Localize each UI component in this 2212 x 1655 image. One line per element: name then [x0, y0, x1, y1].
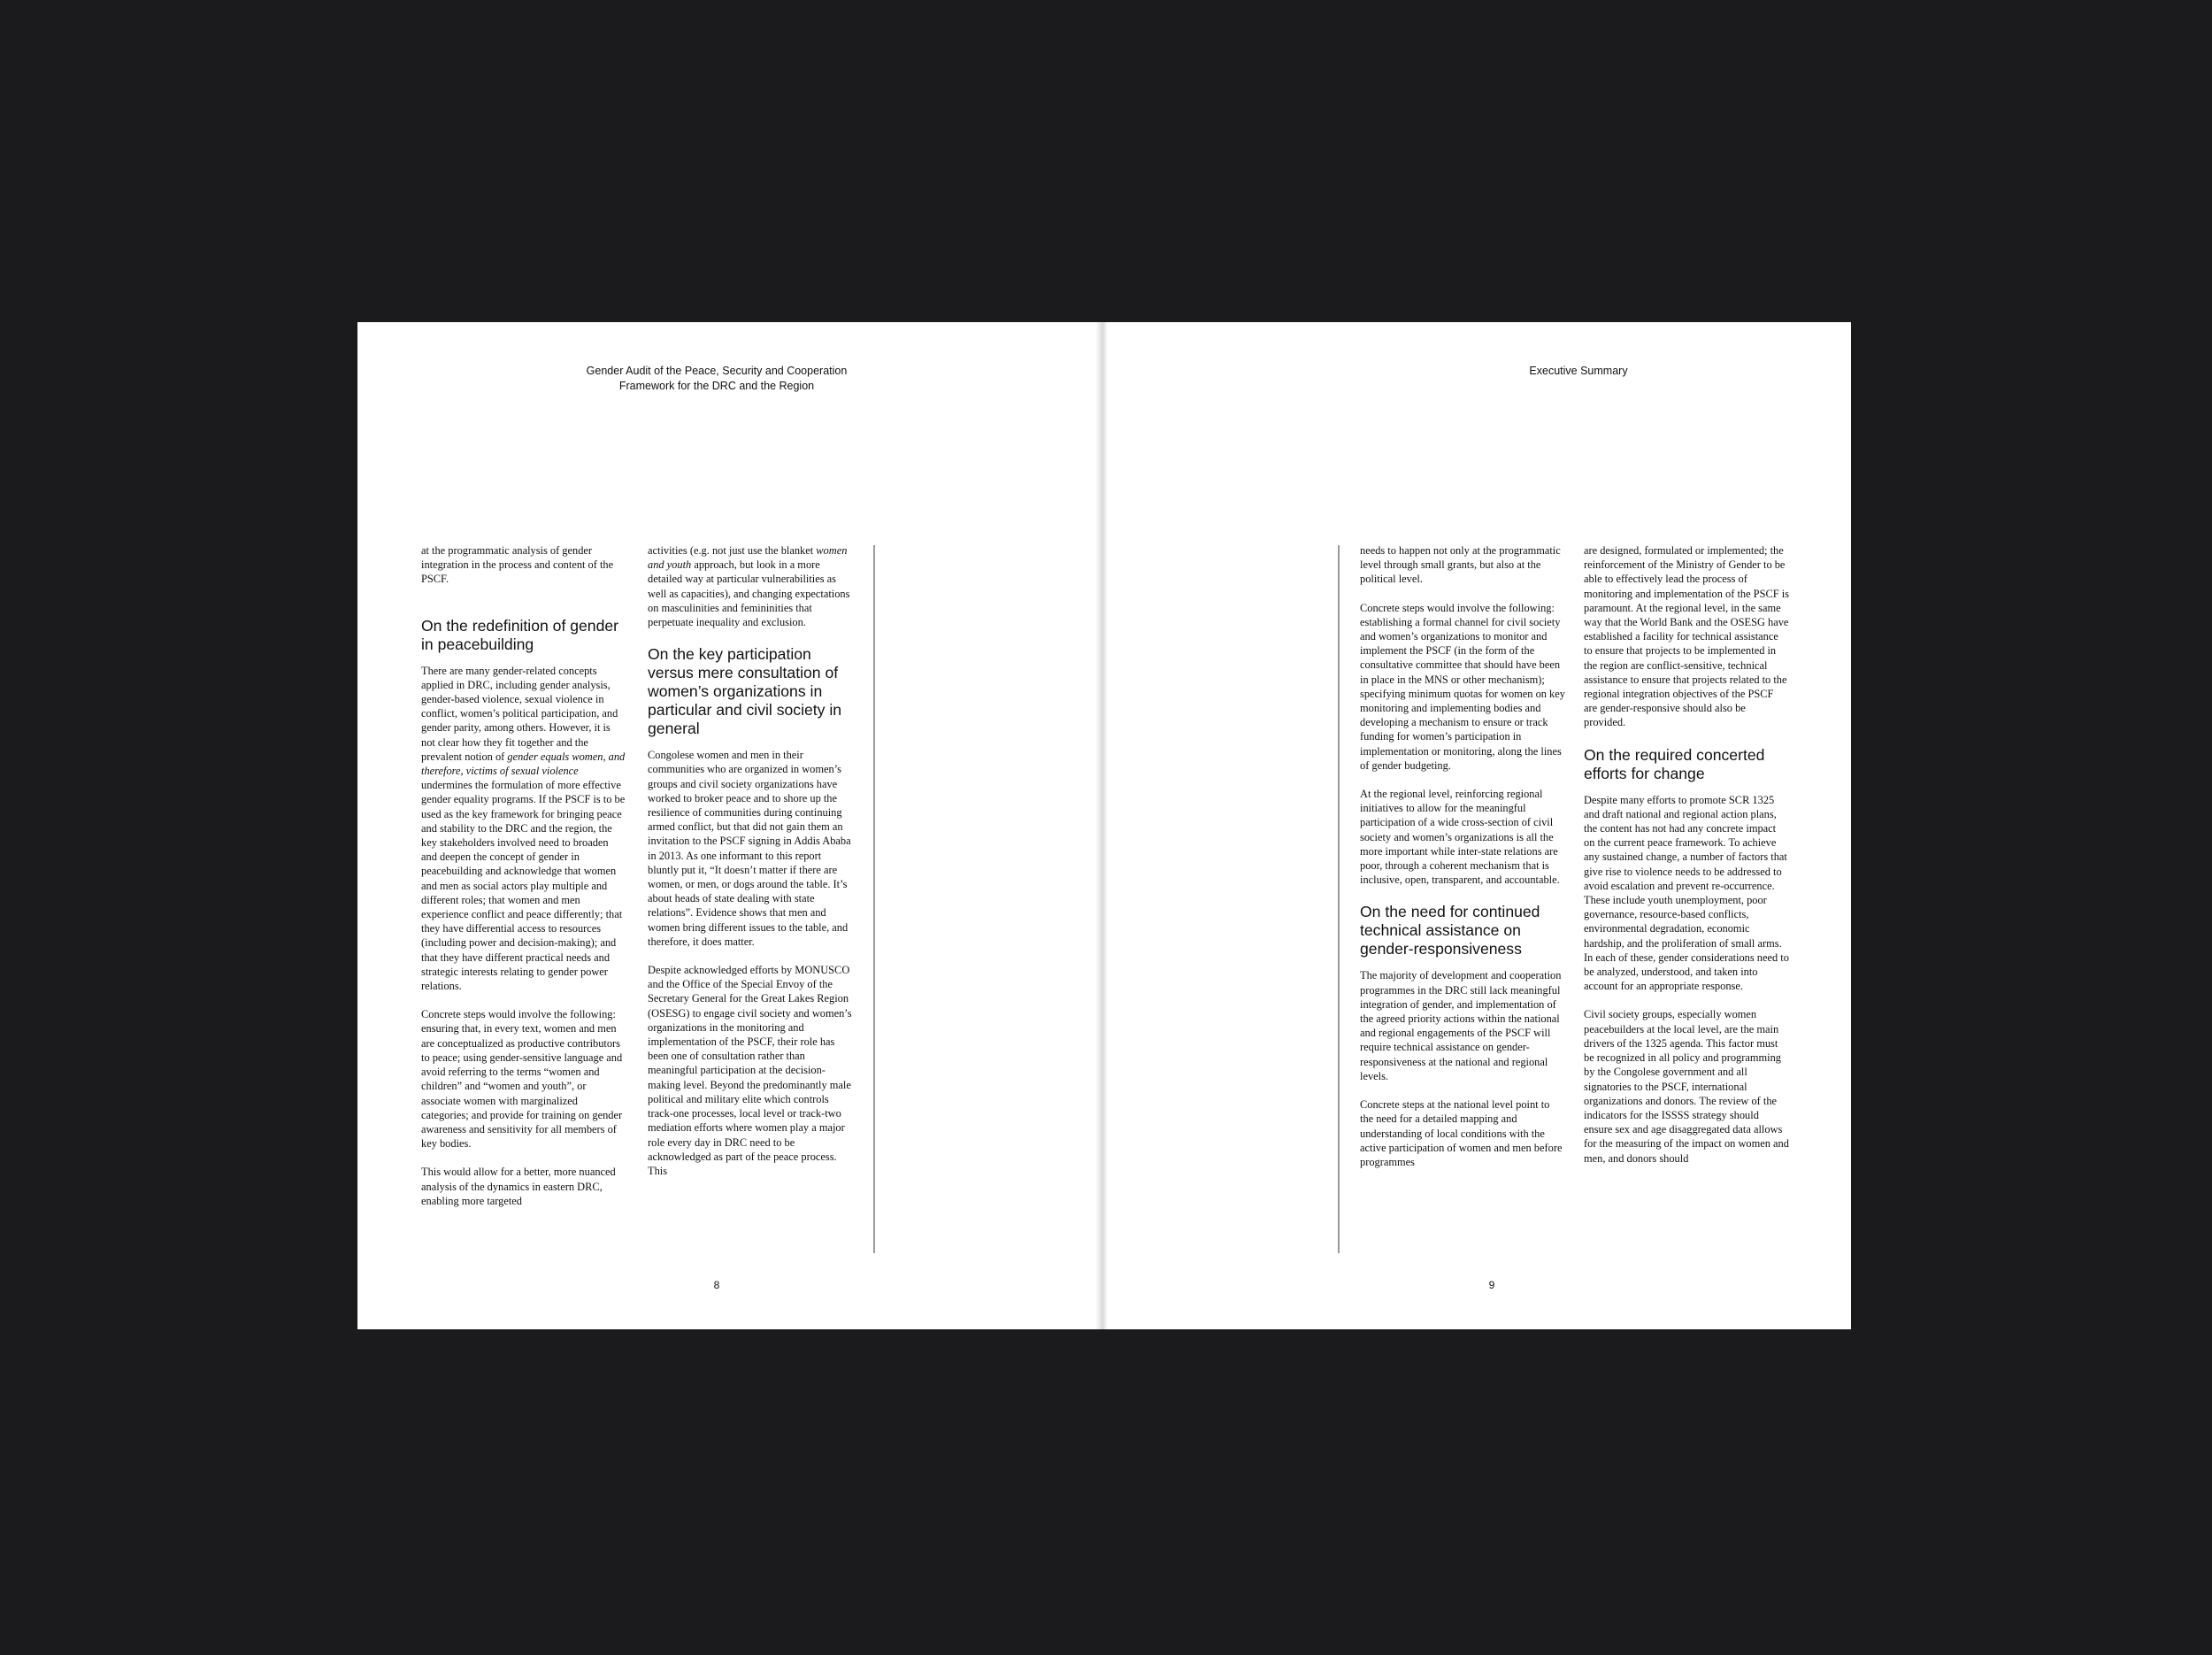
right-page-column-1 — [1360, 543, 1565, 1251]
running-head-left — [504, 364, 929, 394]
running-head-line-2: Framework for the DRC and the Region — [618, 380, 815, 392]
text-run: activities (e.g. not just use the blanket — [648, 544, 817, 557]
running-head-right: Executive Summary — [1529, 365, 1628, 377]
paragraph: are designed, formulated or implemented; the reinforcement of the Ministry of Gender to be able to effectively lead the process of monitoring and implementation of the PSCF is paramount. At the regional level, in the same way that the World Bank and the OSESG have established a facility for technical assistance to ensure that projects to be implemented in the region are conflict-sensitive, technical assistance to ensure that projects related to the regional integration objectives of the PSCF are gender-responsive should also be provided. — [1584, 544, 1789, 729]
paragraph: Concrete steps would involve the following: ensuring that, in every text, women and men are conceptualized as productive contributors to peace; using gender-sensitive language and avoid referring to the terms “women and children” and “women and youth”, or associate women with marginalized categories; and provide for training on gender awareness and sensitivity for all members of key bodies. — [421, 1008, 623, 1151]
paragraph: Despite many efforts to promote SCR 1325 and draft national and regional action plans, the content has not had any concrete impact on the current peace framework. To achieve any sustained change, a number of factors that give rise to violence needs to be addressed to avoid escalation and prevent re-occurrence. These include youth unemployment, poor governance, resource-based conflicts, environmental degradation, economic hardship, and the proliferation of small arms. In each of these, gender considerations need to be analyzed, understood, and taken into account for an appropriate response. — [1584, 793, 1789, 993]
section-heading-key-participation: On the key participation versus mere consultation of women’s organizations in particular and civil society in general — [648, 645, 842, 738]
paragraph — [648, 543, 853, 629]
text-run: approach, but look in a more detailed way at particular vulnerabilities as well as capacities), and changing expectations on masculinities and femininities that perpetuate inequality and exclusion. — [648, 558, 850, 629]
right-page — [1101, 322, 1851, 1329]
running-head-line-1: Gender Audit of the Peace, Security and Cooperation — [586, 365, 848, 377]
left-page-column-2 — [648, 543, 853, 1251]
italic-text: gender equals women, and therefore, victims of sexual violence — [421, 750, 626, 778]
left-page-column-1 — [421, 543, 626, 1251]
left-page — [357, 322, 1101, 1329]
paragraph: needs to happen not only at the programmatic level through small grants, but also at the political level. — [1360, 544, 1561, 586]
paragraph: Civil society groups, especially women peacebuilders at the local level, are the main drivers of the 1325 agenda. This factor must be recognized in all policy and programming by the Congolese government and all signatories to the PSCF, international organizations and donors. The review of the indicators for the ISSSS strategy should ensure sex and age disaggregated data allows for the measuring of the impact on women and men, and donors should — [1584, 1008, 1789, 1165]
paragraph: Congolese women and men in their communities who are organized in women’s groups and civil society organizations have worked to broker peace and to shore up the resilience of communities during continuing armed conflict, but that did not gain them an invitation to the PSCF signing in Addis Ababa in 2013. As one informant to this report bluntly put it, “It doesn’t matter if there are women, or men, or dogs around the table. It’s about heads of state dealing with state relations”. Evidence shows that men and women bring different issues to the table, and therefore, it does matter. — [648, 749, 851, 948]
text-run: There are many gender-related concepts applied in DRC, including gender analysis, gender-based violence, sexual violence in conflict, women’s political participation, and gender parity, among others. However, it is not clear how they fit together and the prevalent notion of — [421, 664, 618, 763]
paragraph: Despite acknowledged efforts by MONUSCO and the Office of the Special Envoy of the Secretary General for the Great Lakes Region (OSESG) to engage civil society and women’s organizations in the monitoring and implementation of the PSCF, their role has been one of consultation rather than meaningful participation at the decision-making level. Beyond the predominantly male political and military elite which controls track-one processes, local level or track-two mediation efforts where women play a major role every day in DRC need to be acknowledged as part of the peace process. This — [648, 964, 852, 1177]
right-page-column-2 — [1584, 543, 1789, 1251]
column-rule — [1338, 545, 1340, 1253]
paragraph: at the programmatic analysis of gender integration in the process and content of the PSCF. — [421, 544, 614, 586]
paragraph: At the regional level, reinforcing regional initiatives to allow for the meaningful participation of a wide cross-section of civil society and women’s organizations is all the more important while inter-state relations are poor, through a coherent mechanism that is inclusive, open, transparent, and accountable. — [1360, 788, 1560, 887]
section-heading-concerted-efforts: On the required concerted efforts for change — [1584, 745, 1765, 782]
page-number-left: 8 — [713, 1279, 720, 1291]
page-number-right: 9 — [1488, 1279, 1495, 1291]
paragraph: Concrete steps would involve the following: establishing a formal channel for civil society and women’s organizations to monitor and implement the PSCF (in the form of the consultative committee that should have been in place in the MNS or other mechanism); specifying minimum quotas for women on key monitoring and implementing bodies and developing a mechanism to ensure or track funding for women’s participation in implementation or monitoring, along the lines of gender budgeting. — [1360, 601, 1565, 772]
paragraph — [421, 664, 626, 994]
paragraph: Concrete steps at the national level point to the need for a detailed mapping and understanding of local conditions with the active participation of women and men before programmes — [1360, 1098, 1563, 1168]
italic-text: women and youth — [648, 544, 848, 572]
paragraph: This would allow for a better, more nuanced analysis of the dynamics in eastern DRC, enabling more targeted — [421, 1166, 616, 1207]
paragraph: The majority of development and cooperation programmes in the DRC still lack meaningful integration of gender, and implementation of the agreed priority actions within the national and regional engagements of the PSCF will require technical assistance on gender-responsiveness at the national and regional levels. — [1360, 969, 1562, 1082]
section-heading-redefinition-of-gender: On the redefinition of gender in peacebuilding — [421, 616, 619, 653]
column-rule — [873, 545, 875, 1253]
text-run: undermines the formulation of more effective gender equality programs. If the PSCF is to be used as the key framework for bringing peace and stability to the DRC and the region, the key stakeholders involved need to broaden and deepen the concept of gender in peacebuilding and acknowledge that women and men as social actors play multiple and different roles; that women and men experience conflict and peace differently; that they have differential access to resources (including power and decision-making); and that they have different practical needs and strategic interests relating to gender power relations. — [421, 779, 626, 993]
book-spine-shadow — [1095, 322, 1108, 1329]
section-heading-technical-assistance: On the need for continued technical assistance on gender-responsiveness — [1360, 903, 1540, 958]
